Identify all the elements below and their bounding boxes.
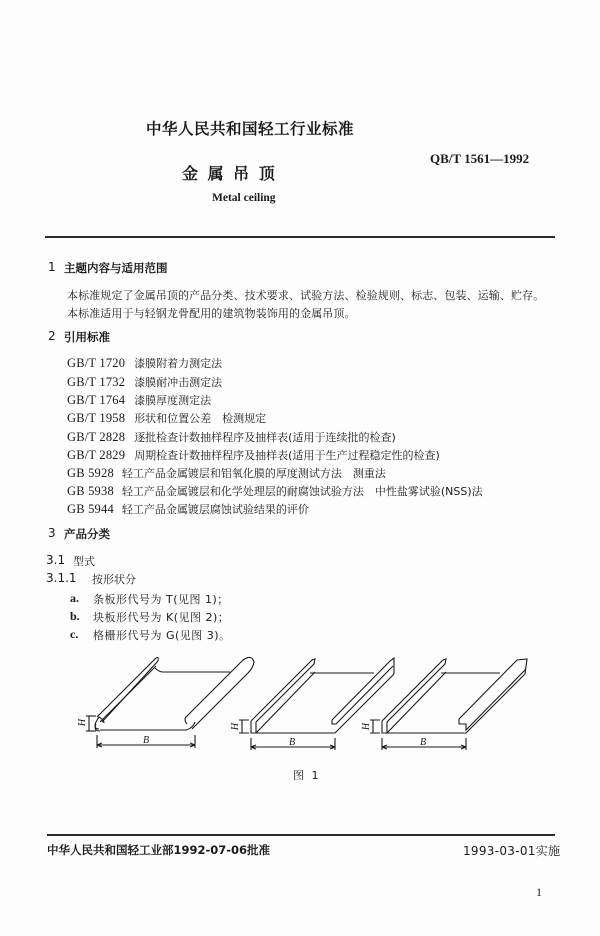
subsection-3-1-1-number: 3.1.1 [46,571,77,585]
reference-code: GB/T 2829 [67,448,126,462]
list-item-text: 条板形代号为 T(见图 1)； [93,593,229,606]
section-2-number: 2 [48,329,56,343]
reference-code: GB/T 1720 [67,356,126,370]
reference-title: 轻工产品金属镀层和化学处理层的耐腐蚀试验方法 中性盐雾试验(NSS)法 [121,485,483,498]
reference-code: GB/T 1764 [67,393,126,407]
list-item-text: 格栅形代号为 G(见图 3)。 [93,629,231,642]
reference-code: GB/T 1958 [67,411,126,425]
reference-code: GB 5928 [67,466,114,480]
list-item-text: 块板形代号为 K(见图 2)； [93,611,230,624]
reference-title: 周期检查计数抽样程序及抽样表(适用于生产过程稳定性的检查) [134,449,440,462]
standard-number: QB/T 1561—1992 [430,151,530,166]
figure-caption: 图 1 [293,769,321,782]
issuer-title: 中华人民共和国轻工行业标准 [146,120,355,138]
reference-title: 漆膜耐冲击测定法 [134,376,223,389]
section-1-paragraph: 本标准规定了金属吊顶的产品分类、技术要求、试验方法、检验规则、标志、包装、运输、贮存。 [67,289,545,302]
list-marker: b. [70,609,80,623]
section-1-heading: 主题内容与适用范围 [64,261,168,275]
dimension-label-b: B [143,735,150,746]
dimension-label-h: H [230,722,242,731]
section-2-heading: 引用标准 [64,330,110,344]
subsection-3-1-number: 3.1 [46,553,66,567]
dimension-label-h: H [361,722,373,731]
reference-code: GB/T 1732 [67,375,126,389]
reference-title: 形状和位置公差 检测规定 [134,412,267,425]
list-marker: a. [70,591,79,605]
dimension-label-h: H [77,718,89,727]
section-1-paragraph: 本标准适用于与轻钢龙骨配用的建筑物装饰用的金属吊顶。 [67,307,356,320]
reference-title: 逐批检查计数抽样程序及抽样表(适用于连续批的检查) [134,431,396,444]
approval-statement: 中华人民共和国轻工业部1992-07-06批准 [47,843,271,857]
document-title-cn: 金 属 吊 顶 [182,164,277,183]
list-marker: c. [70,627,79,641]
reference-code: GB 5944 [67,502,114,516]
document-title-en: Metal ceiling [212,192,276,204]
reference-code: GB/T 2828 [67,430,126,444]
reference-title: 轻工产品金属镀层腐蚀试验结果的评价 [121,503,309,516]
panel-rolled-edge-drawing [86,657,254,748]
subsection-3-1-heading: 型式 [73,555,95,568]
dimension-label-b: B [289,737,296,748]
footer-divider [47,834,555,836]
section-1-number: 1 [48,260,56,274]
reference-title: 轻工产品金属镀层和铝氧化膜的厚度测试方法 测重法 [121,467,386,480]
section-3-heading: 产品分类 [64,527,110,541]
reference-title: 漆膜厚度测定法 [134,394,212,407]
effective-date: 1993-03-01实施 [463,844,561,858]
reference-title: 漆膜附着力测定法 [134,357,223,370]
reference-code: GB 5938 [67,484,114,498]
dimension-label-b: B [420,737,427,748]
section-3-number: 3 [48,526,56,540]
page-number: 1 [536,885,542,899]
subsection-3-1-1-heading: 按形状分 [92,573,136,586]
panel-folded-edge-drawing [239,658,394,750]
